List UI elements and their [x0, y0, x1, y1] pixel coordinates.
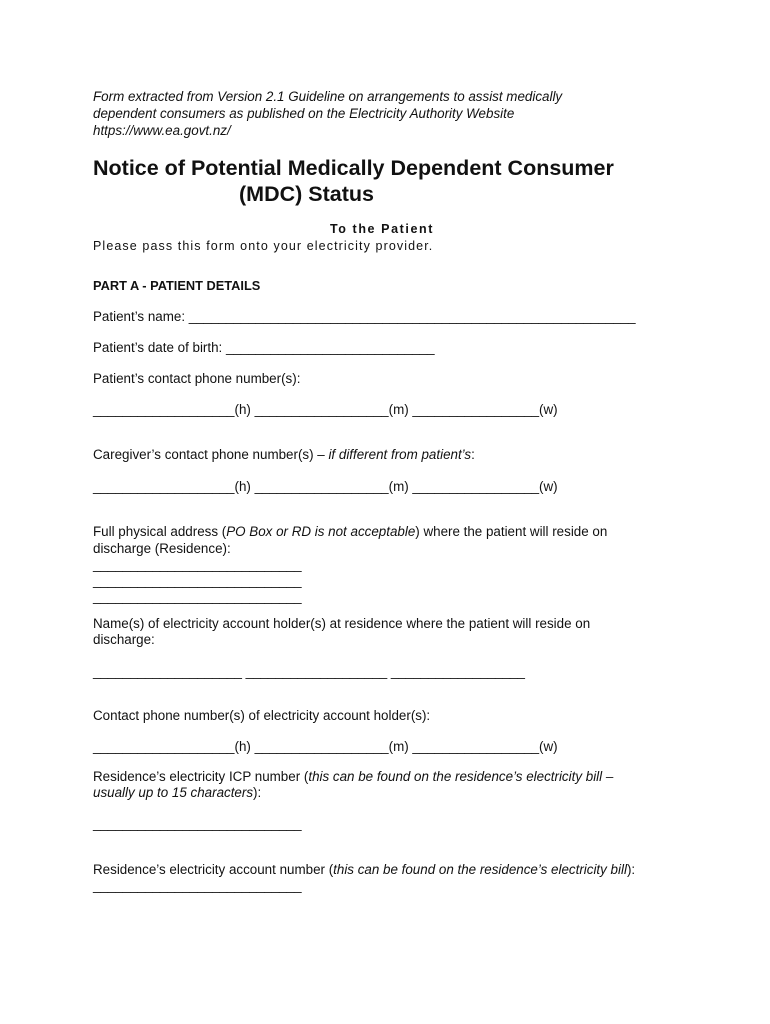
- account-phone-label: Contact phone number(s) of electricity account holder(s):: [93, 708, 431, 723]
- account-number-label-end: ):: [626, 862, 636, 877]
- caregiver-phone-fields[interactable]: ___________________(h) __________________(m) _________________(w): [93, 479, 558, 494]
- caregiver-label-end: :: [471, 447, 475, 462]
- icp-label-note: this can be found on the residence’s electricity bill –: [308, 769, 614, 784]
- patient-phone-fields[interactable]: ___________________(h) __________________(m) _________________(w): [93, 402, 558, 417]
- icp-label-line-2: [93, 784, 261, 801]
- caregiver-label-start: Caregiver’s contact phone number(s) –: [93, 447, 329, 462]
- account-holder-label-line-1: Name(s) of electricity account holder(s) at residence where the patient will reside on: [93, 616, 591, 631]
- patient-name-field[interactable]: Patient’s name: ____________________________________________________________: [93, 309, 636, 324]
- patient-phone-label: Patient’s contact phone number(s):: [93, 371, 301, 386]
- address-field-3[interactable]: ____________________________: [93, 589, 302, 604]
- caregiver-label-note: if different from patient’s: [328, 447, 472, 462]
- patient-dob-field[interactable]: Patient’s date of birth: ____________________________: [93, 340, 435, 355]
- icp-label-line-1: [93, 768, 613, 785]
- account-number-label-start: Residence’s electricity account number (: [93, 862, 334, 877]
- icp-label-note-2: usually up to 15 characters: [93, 785, 254, 800]
- icp-label-end: ):: [253, 785, 262, 800]
- source-note-line-2: dependent consumers as published on the Electricity Authority Website: [93, 106, 515, 121]
- account-phone-fields[interactable]: ___________________(h) __________________(m) _________________(w): [93, 739, 558, 754]
- account-holder-fields[interactable]: ____________________ ___________________ __________________: [93, 664, 525, 679]
- source-note-line-1: Form extracted from Version 2.1 Guideline on arrangements to assist medically: [93, 89, 563, 104]
- address-label-end: ) where the patient will reside on: [415, 524, 608, 539]
- address-label-line-2: discharge (Residence):: [93, 541, 231, 556]
- address-label-note: PO Box or RD is not acceptable: [226, 524, 416, 539]
- icp-label-start: Residence’s electricity ICP number (: [93, 769, 309, 784]
- patient-heading: To the Patient: [329, 222, 435, 236]
- instruction-text: Please pass this form onto your electricity provider.: [93, 239, 434, 253]
- caregiver-phone-label: [93, 446, 475, 463]
- account-number-field[interactable]: ____________________________: [93, 878, 302, 893]
- part-a-heading: PART A - PATIENT DETAILS: [93, 278, 261, 293]
- account-holder-label-line-2: discharge:: [93, 632, 155, 647]
- account-number-label: [93, 861, 635, 878]
- address-field-2[interactable]: ____________________________: [93, 573, 302, 588]
- page-title-line-2: (MDC) Status: [239, 182, 374, 206]
- source-note-url: https://www.ea.govt.nz/: [93, 123, 231, 138]
- page-title-line-1: Notice of Potential Medically Dependent Consumer: [93, 156, 614, 180]
- address-field-1[interactable]: ____________________________: [93, 557, 302, 572]
- account-number-label-note: this can be found on the residence’s electricity bill: [333, 862, 627, 877]
- icp-number-field[interactable]: ____________________________: [93, 816, 302, 831]
- address-label-start: Full physical address (: [93, 524, 227, 539]
- address-label-line-1: [93, 523, 607, 540]
